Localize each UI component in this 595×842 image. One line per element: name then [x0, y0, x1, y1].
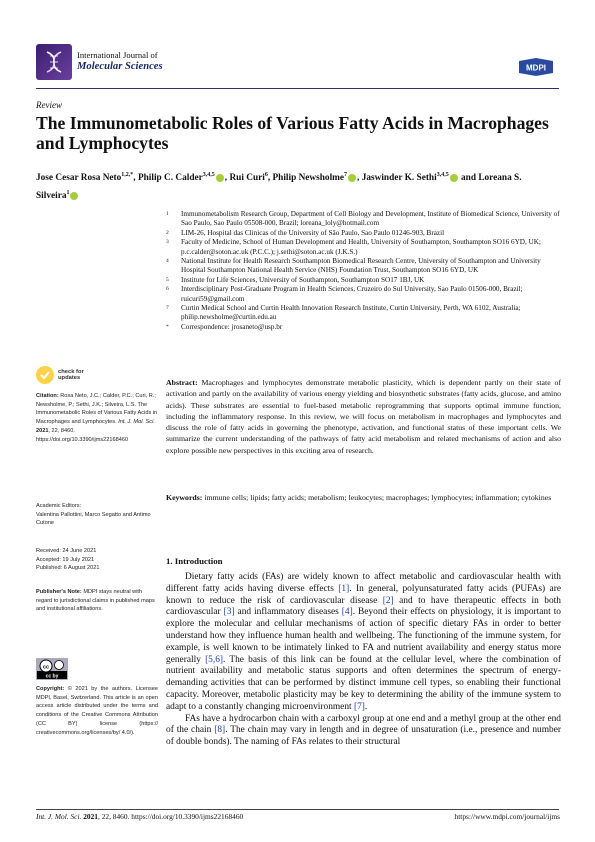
publisher-note-label: Publisher's Note: [36, 589, 82, 595]
orcid-icon[interactable] [348, 174, 356, 182]
affiliation-text: Interdisciplinary Post-Graduate Program in Health Sciences, Cruzeiro do Sul University, Sao Paulo 01506-000, Brazil; ruicuri59@gmail.com [181, 285, 523, 303]
dates [36, 547, 158, 573]
header-rule [36, 88, 559, 89]
author-affiliation-sup: 3,4,5 [436, 172, 449, 178]
body-text [166, 572, 561, 749]
author: Rui Curi [229, 173, 265, 184]
citation-link[interactable]: [4] [341, 607, 353, 618]
article-title: The Immunometabolic Roles of Various Fatty Acids in Macrophages and Lymphocytes [36, 113, 549, 153]
affiliation-item [166, 238, 562, 257]
affiliation-text: Correspondence: jrosaneto@usp.br [181, 322, 283, 331]
footer-rule [36, 809, 559, 810]
paragraph-2 [166, 714, 561, 749]
journal-name-line2: Molecular Sciences [77, 61, 163, 72]
affiliation-number: 6 [166, 286, 169, 293]
abstract-text: Macrophages and lymphocytes demonstrate metabolic plasticity, which is dependent partly on their state of activation and partly on the availability of various energy yielding and biosynthetic substrates (fatty acids, glucose, and amino acids). These substrates are essential to fuel-based metabolic reprogramming that supports optimal immune function, including the inflammatory response. In this review, we will focus on metabolism in macrophages and lymphocytes and discuss the role of fatty acids in governing the phenotype, activation, and functional status of these important cells. We summarize the current understanding of the pathways of fatty acid metabolism and related mechanisms of action and also explore possible new perspectives in this exciting area of research. [166, 378, 562, 455]
copyright-text: © 2021 by the authors. Licensee MDPI, Basel, Switzerland. This article is an open access article distributed under the terms and conditions of the Creative Commons Attribution (CC BY) license (https:// creativecommons.org/licenses/by/ 4.0/). [36, 686, 158, 736]
citation-link[interactable]: [3] [223, 607, 235, 618]
author: Jaswinder K. Sethi [361, 173, 437, 184]
paragraph-text: and inflammatory diseases [234, 607, 342, 618]
author-affiliation-sup: 1,2,* [121, 172, 134, 178]
orcid-icon[interactable] [450, 174, 458, 182]
author-separator: , [357, 173, 362, 184]
published-date: Published: 6 August 2021 [36, 565, 100, 572]
citation-link[interactable]: [1] [338, 583, 350, 594]
check-for-updates-button[interactable] [36, 365, 106, 385]
publisher-note-text: MDPI stays neutral with regard to jurisdictional claims in published maps and institutional affiliations. [36, 589, 155, 613]
abstract [166, 377, 561, 456]
author: and Loreana S. Silveira [36, 173, 522, 202]
keywords [166, 492, 561, 503]
paragraph-text: . In general, polyunsaturated fatty acids (PUFAs) are known to reduce the risk of cardiovascular disease [166, 583, 561, 606]
academic-editors [36, 502, 158, 528]
journal-logo [36, 44, 72, 80]
citation-label: Citation: [36, 393, 59, 399]
affiliation-item [166, 285, 562, 304]
affiliation-item [166, 257, 562, 276]
keywords-text: immune cells; lipids; fatty acids; metabolism; leukocytes; macrophages; lymphocytes; inflammation; cytokines [204, 493, 552, 502]
editors-text: Valentina Pallottini, Marco Segatto and Antimo Cutone [36, 511, 151, 527]
keywords-label: Keywords: [166, 493, 203, 502]
affiliation-text: Faculty of Medicine, School of Human Development and Health, University of Southampton, Southampton SO16 6YD, UK; p.c.calder@soton.ac.uk (P.C.C.); j.sethi@soton.ac.uk (J.K.S.) [181, 238, 541, 256]
author-affiliation-sup: 1 [66, 190, 70, 197]
accepted-date: Accepted: 19 July 2021 [36, 556, 95, 563]
citation-rest: , 22, 8460. https://doi.org/10.3390/ijms22168460 [36, 427, 129, 443]
affiliation-text: Institute for Life Sciences, University of Southampton, Southampton SO17 1BJ, UK [181, 275, 425, 284]
paragraph-text: . Beyond their effects on physiology, it is important to explore the molecular and cellular mechanisms of action of specific dietary FAs in order to better understand how they influence human health and wellbeing. The functioning of the immune system, for example, is well known to be intimately linked to FA and nutrient availability and energy status more generally [166, 607, 561, 665]
author-list [36, 168, 556, 204]
editors-label: Academic Editors: [36, 503, 82, 509]
paragraph-text: FAs have a hydrocarbon chain with a carboxyl group at one end and a methyl group at the other end of the chain [166, 713, 561, 736]
author-separator: , [133, 173, 138, 184]
cc-by-license-icon[interactable] [36, 658, 68, 680]
citation-year: 2021 [36, 427, 49, 434]
affiliation-text: National Institute for Health Research Southampton Biomedical Research Centre, University of Southampton and University Hospital Southampton National Health Service (NHS) Foundation Trust, Southampton SO16 6YD, UK [181, 257, 541, 275]
svg-text:MDPI: MDPI [526, 63, 546, 73]
author-affiliation-sup: 7 [344, 172, 348, 178]
journal-name-line1: International Journal of [77, 50, 158, 60]
author-affiliation-sup: 6 [264, 172, 268, 178]
affiliation-item [166, 229, 562, 238]
paragraph-1 [166, 572, 561, 714]
affiliation-item [166, 323, 562, 332]
citation-link[interactable]: [2] [382, 595, 394, 606]
mdpi-logo [517, 58, 555, 76]
citation [36, 392, 158, 444]
dna-icon [41, 49, 67, 75]
copyright [36, 685, 158, 737]
check-updates-icon [36, 366, 54, 384]
footer-year: 2021 [83, 812, 98, 821]
affiliation-text: Immunometabolism Research Group, Department of Cell Biology and Development, Institute of Biomedical Science, University of Sao Paulo, Sao Paulo 05508-000, Brazil; loreana_loly@hotmail.com [181, 210, 560, 228]
abstract-label: Abstract: [166, 378, 198, 387]
affiliation-number: 7 [166, 305, 169, 312]
author: Jose Cesar Rosa Neto [36, 173, 122, 184]
citation-text: Rosa Neto, J.C.; Calder, P.C.; Curi, R.; Newsholme, P.; Sethi, J.K.; Silveira, L.S. The Immunometabolic Roles of Various Fatty Acids in Macrophages and Lymphocytes. [36, 393, 158, 426]
orcid-icon[interactable] [70, 192, 78, 200]
affiliation-item [166, 276, 562, 285]
footer-rest: , 22, 8460. https://doi.org/10.3390/ijms22168460 [98, 812, 244, 821]
affiliation-number: 2 [166, 229, 169, 236]
paragraph-text: and to have therapeutic effects in both cardiovascular [166, 595, 561, 618]
check-updates-line1: check for [58, 368, 84, 375]
affiliation-number: 5 [166, 276, 169, 283]
affiliation-number: 3 [166, 239, 169, 246]
affiliation-number: 4 [166, 258, 169, 265]
copyright-label: Copyright: [36, 686, 65, 692]
svg-text:cc: cc [42, 664, 50, 671]
affiliation-text: Curtin Medical School and Curtin Health Innovation Research Institute, Curtin University, Perth, WA 6102, Australia; philip.newsholme@curtin.edu.au [181, 304, 521, 322]
footer-journal-url[interactable]: https://www.mdpi.com/journal/ijms [454, 812, 560, 821]
paragraph-text: Dietary fatty acids (FAs) are widely known to affect metabolic and cardiovascular health with different fatty acids having diverse effects [166, 572, 561, 594]
author: Philip Newsholme [272, 173, 345, 184]
paragraph-text: . The basis of this link can be found at the cellular level, where the combination of nutrient availability and metabolic status supports and often determines the spectrum of energy-demanding activities that can be performed by distinct immune cell types, so enabling their functional capacity. Moreover, metabolic plasticity may be key to determining the ability of the immune system to adapt to a constantly changing microenvironment [166, 654, 561, 712]
section-heading: 1. Introduction [166, 556, 223, 566]
publisher-note [36, 588, 158, 614]
footer-citation [36, 812, 243, 821]
citation-journal: Int. J. Mol. Sci. [118, 419, 155, 426]
author: Philip C. Calder [137, 173, 203, 184]
citation-link[interactable]: [7] [353, 701, 365, 712]
citation-link[interactable]: [8] [214, 725, 226, 736]
svg-text:cc by: cc by [45, 673, 59, 680]
affiliation-number: * [166, 323, 169, 330]
author-affiliation-sup: 3,4,5 [202, 172, 215, 178]
orcid-icon[interactable] [216, 174, 224, 182]
author-separator: , [267, 173, 273, 184]
check-updates-line2: updates [58, 375, 81, 381]
article-type: Review [36, 100, 62, 110]
citation-link[interactable]: [5,6] [205, 654, 224, 665]
affiliation-item [166, 210, 562, 229]
affiliation-item [166, 304, 562, 323]
affiliations [166, 210, 562, 332]
paragraph-text: . The chain may vary in length and in degree of unsaturation (i.e., presence and number of double bonds). The naming of FAs relates to their structural [166, 725, 561, 748]
affiliation-number: 1 [166, 211, 169, 217]
author-separator: , [224, 173, 230, 184]
affiliation-text: LIM-26, Hospital das Clinicas of the University of São Paulo, Sao Paulo 01246-903, Brazil [181, 228, 445, 237]
footer-journal: Int. J. Mol. Sci. [36, 812, 82, 821]
paragraph-text: . [364, 701, 368, 712]
received-date: Received: 24 June 2021 [36, 548, 97, 554]
